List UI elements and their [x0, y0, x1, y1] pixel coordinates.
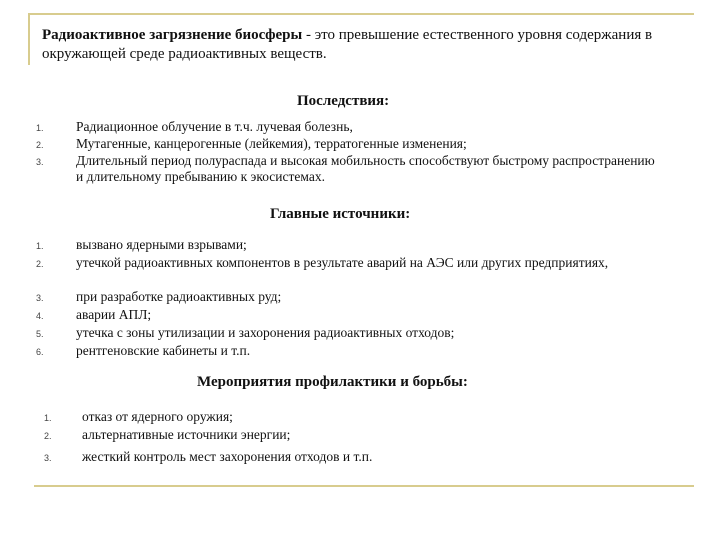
frame-left-rule	[28, 13, 30, 65]
item-text: утечкой радиоактивных компонентов в результате аварий на АЭС или других предприятиях,	[76, 255, 609, 270]
heading-main-sources: Главные источники:	[270, 206, 411, 222]
intro-definition: - это превышение естественного уровня содержания в окружающей среде радиоактивных веществ.	[42, 27, 653, 62]
item-number: 3.	[36, 157, 44, 167]
item-text: аварии АПЛ;	[76, 307, 152, 322]
frame-top-rule	[28, 13, 694, 15]
item-number: 2.	[36, 140, 44, 150]
item-number: 1.	[44, 413, 52, 423]
item-text: жесткий контроль мест захоронения отходов и т.п.	[82, 449, 373, 464]
frame-bottom-rule	[34, 485, 694, 487]
item-number: 2.	[36, 259, 44, 269]
heading-prevention-measures: Мероприятия профилактики и борьбы:	[197, 374, 468, 390]
heading-consequences: Последствия:	[297, 93, 390, 109]
item-text: вызвано ядерными взрывами;	[76, 237, 247, 252]
intro-paragraph	[42, 26, 692, 64]
item-number: 1.	[36, 123, 44, 133]
item-number: 2.	[44, 431, 52, 441]
item-text: Радиационное облучение в т.ч. лучевая болезнь,	[76, 119, 353, 134]
item-text: альтернативные источники энергии;	[82, 427, 291, 442]
intro-term: Радиоактивное загрязнение биосферы	[42, 27, 303, 43]
item-text: рентгеновские кабинеты и т.п.	[76, 343, 251, 358]
item-text: при разработке радиоактивных руд;	[76, 289, 282, 304]
item-number: 1.	[36, 241, 44, 251]
item-number: 5.	[36, 329, 44, 339]
item-number: 3.	[36, 293, 44, 303]
item-number: 4.	[36, 311, 44, 321]
item-text: Мутагенные, канцерогенные (лейкемия), терратогенные изменения;	[76, 136, 467, 151]
item-number: 3.	[44, 453, 52, 463]
item-text: Длительный период полураспада и высокая мобильность способствуют быстрому распространению и длительному пребыванию к экосистемах.	[76, 153, 655, 184]
item-text: утечка с зоны утилизации и захоронения радиоактивных отходов;	[76, 325, 455, 340]
item-text: отказ от ядерного оружия;	[82, 409, 233, 424]
item-number: 6.	[36, 347, 44, 357]
